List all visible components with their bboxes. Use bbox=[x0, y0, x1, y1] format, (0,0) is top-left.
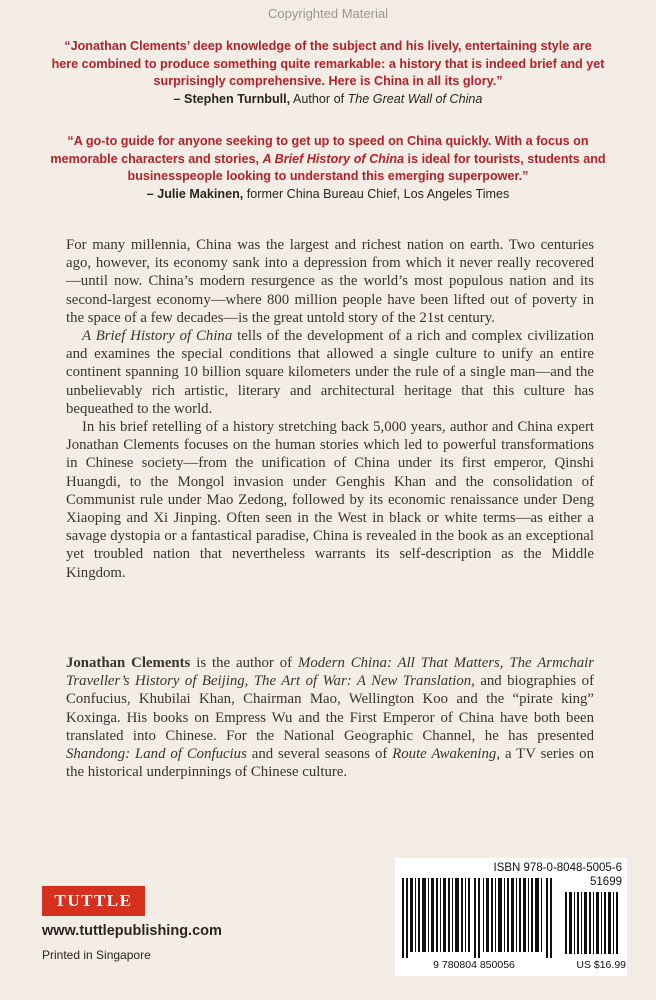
description-paragraph-3: In his brief retelling of a history stretching back 5,000 years, author and China expert Jonathan Clements focuses on the human stories which led to powerful transformations in Chinese society—from the unification of China under its first emperor, Qinshi Huangdi, to the Mongol invasion under Genghis Khan and the consolidation of Communist rule under Mao Zedong, followed by its economic renaissance under Deng Xiaoping and Xi Jinping. Often seen in the West in black or white terms—as either a savage dystopia or a fantastical paradise, China is revealed in the book as an exceptional yet troubled nation that nevertheless warrants its self-description as the Middle Kingdom. bbox=[66, 419, 594, 581]
publisher-url: www.tuttlepublishing.com bbox=[42, 923, 222, 939]
ean-barcode bbox=[402, 878, 554, 958]
bio-paragraph bbox=[66, 654, 594, 781]
quote-author: – Stephen Turnbull, bbox=[173, 91, 291, 106]
quote-work: The Great Wall of China bbox=[347, 91, 483, 106]
description-paragraph-2 bbox=[66, 327, 594, 418]
author-bio bbox=[66, 654, 594, 781]
endorsement-quote-makinen bbox=[50, 133, 606, 203]
barcode-digits: 9 780804 850056 bbox=[433, 959, 515, 971]
quote-role: Author of bbox=[290, 91, 348, 106]
endorsement-quote-turnbull bbox=[50, 38, 606, 108]
bio-text: , a TV series on the historical underpinnings of Chinese culture. bbox=[66, 746, 594, 781]
quote-role: former China Bureau Chief, Los Angeles Times bbox=[243, 186, 510, 201]
bio-show: Shandong: Land of Confucius bbox=[66, 746, 247, 763]
quote-author: – Julie Makinen, bbox=[146, 186, 244, 201]
bio-works: Modern China: All That Matters, The Armchair Traveller’s History of Beijing, The Art of War: A New Translation, bbox=[66, 655, 594, 690]
quote-attribution bbox=[50, 186, 606, 204]
bio-text: is the author of bbox=[190, 655, 298, 671]
bio-text: and several seasons of bbox=[246, 746, 393, 763]
tuttle-logo: TUTTLE bbox=[42, 886, 145, 916]
price-addon-barcode bbox=[565, 892, 621, 954]
book-title-inline: A Brief History of China bbox=[82, 328, 233, 345]
quote-text-b: is ideal for tourists, students and businesspeople looking to understand this emerging superpower.” bbox=[127, 151, 606, 183]
bio-series: Route Awakening bbox=[392, 746, 497, 763]
isbn-number: ISBN 978-0-8048-5005-6 bbox=[493, 862, 622, 874]
author-name: Jonathan Clements bbox=[66, 655, 191, 671]
quote-attribution bbox=[50, 91, 606, 109]
book-description bbox=[66, 236, 594, 582]
price-label: US $16.99 bbox=[576, 959, 626, 971]
bio-text: and biographies of Confucius, Khubilai Khan, Chairman Mao, Wellington Koo and the “pirate king” Koxinga. His books on Empress Wu and the First Emperor of China have both been translated into Chinese. For the National Geographic Channel, he has presented bbox=[66, 673, 594, 744]
description-paragraph-1: For many millennia, China was the largest and richest nation on earth. Two centuries ago, however, its economy sank into a depression from which it never really recovered—until now. China’s modern resurgence as the world’s most populous nation and its second-largest economy—where 800 million people have been lifted out of poverty in the space of a few decades—is the great untold story of the 21st century. bbox=[66, 237, 594, 326]
copyright-watermark: Copyrighted Material bbox=[268, 6, 388, 21]
quote-text-a: “A go-to guide for anyone seeking to get up to speed on China quickly. With a focus on memorable characters and stories, bbox=[50, 134, 589, 166]
quote-book-title: A Brief History of China bbox=[262, 151, 405, 166]
price-code: 51699 bbox=[590, 876, 622, 888]
quote-text: “Jonathan Clements’ deep knowledge of the subject and his lively, entertaining style are here combined to produce something quite remarkable: a history that is indeed brief and yet surprisingly comprehensive. Here is China in all its glory.” bbox=[51, 39, 605, 88]
printed-in-label: Printed in Singapore bbox=[42, 948, 151, 962]
paragraph-text: tells of the development of a rich and complex civilization and examines the special conditions that allowed a single culture to unify an entire continent spanning 10 billion square kilometers under the rule of a single man—and the unbelievably rich artistic, literary and architectural heritage that this culture has bequeathed to the world. bbox=[66, 328, 594, 417]
